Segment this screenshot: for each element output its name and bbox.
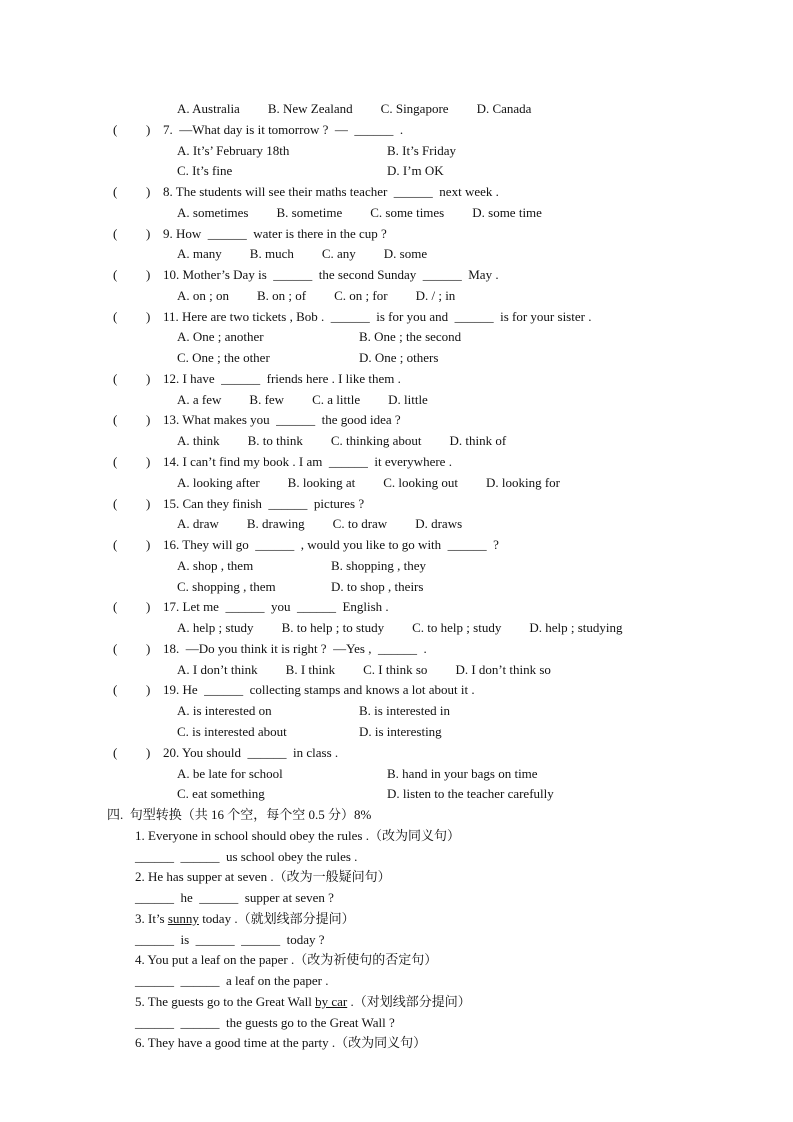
exam-page: [0, 99, 793, 1054]
answer-template: ______ he ______ supper at seven ?: [135, 890, 334, 906]
option: D. One ; others: [359, 350, 439, 366]
option: C. It’s fine: [177, 163, 233, 179]
options-group: [177, 722, 541, 743]
option: B. on ; of: [257, 287, 307, 303]
question-stem: 12. I have ______ friends here . I like them .: [163, 370, 401, 386]
options-row: [0, 577, 793, 598]
answer-paren-open: (: [113, 412, 118, 428]
options-group: [177, 203, 570, 224]
question-stem: 19. He ______ collecting stamps and knows a lot about it .: [163, 682, 475, 698]
option: D. looking for: [485, 474, 560, 490]
option: D. help ; studying: [529, 620, 623, 636]
option: D. I don’t think so: [455, 661, 551, 677]
option: B. to help ; to study: [281, 620, 385, 636]
option: A. I don’t think: [177, 661, 258, 677]
option: D. I’m OK: [387, 163, 444, 179]
answer-paren-open: (: [113, 121, 118, 137]
options-group: [177, 784, 597, 805]
question-stem: 17. Let me ______ you ______ English .: [163, 599, 389, 615]
option: D. think of: [449, 433, 507, 449]
option: A. Australia: [177, 101, 240, 116]
question-8: [0, 182, 793, 203]
option: B. sometime: [276, 204, 343, 220]
options-row: [0, 618, 793, 639]
option: B. drawing: [246, 516, 305, 532]
answer-paren-open: (: [113, 599, 118, 615]
question-18: [0, 639, 793, 660]
option: D. Canada: [476, 101, 532, 116]
answer-paren-close: ): [146, 225, 151, 241]
answer-paren-open: (: [113, 682, 118, 698]
option: B. is interested in: [359, 703, 450, 719]
instruction: （改为同义句）: [368, 827, 460, 843]
options-row: [0, 203, 793, 224]
sentence-text: 1. Everyone in school should obey the rules .: [135, 827, 369, 843]
question-19: [0, 680, 793, 701]
option: B. hand in your bags on time: [387, 765, 538, 781]
options-group: [177, 618, 651, 639]
question-stem: 11. Here are two tickets , Bob . ______ is for you and ______ is for your sister .: [163, 308, 592, 324]
answer-paren-open: (: [113, 495, 118, 511]
options-group: [177, 473, 588, 494]
option: B. One ; the second: [359, 329, 462, 345]
underlined-part: sunny: [167, 910, 199, 926]
option: A. One ; another: [177, 329, 264, 345]
item-sentence: [135, 867, 391, 888]
sentence-text: 5. The guests go to the Great Wall: [135, 993, 316, 1009]
underlined-part: by car: [315, 993, 348, 1009]
option: A. looking after: [177, 474, 260, 490]
options-row: [0, 556, 793, 577]
instruction: .（对划线部分提问）: [347, 993, 471, 1009]
option: D. draws: [415, 516, 463, 532]
options-group: [177, 764, 597, 785]
answer-paren-close: ): [146, 495, 151, 511]
answer-paren-open: (: [113, 370, 118, 386]
answer-template: ______ ______ us school obey the rules .: [135, 848, 358, 864]
options-group: [177, 348, 541, 369]
question-stem: 10. Mother’s Day is ______ the second Sunday ______ May .: [163, 267, 499, 283]
sentence-text: 6. They have a good time at the party .: [135, 1035, 336, 1051]
instruction: （改为同义句）: [335, 1035, 427, 1051]
options-row: [0, 161, 793, 182]
answer-paren-open: (: [113, 267, 118, 283]
option: D. little: [388, 391, 428, 407]
options-group: [177, 556, 485, 577]
options-group: [177, 141, 597, 162]
option: B. much: [249, 246, 294, 262]
answer-paren-open: (: [113, 640, 118, 656]
option: B. New Zealand: [267, 101, 353, 116]
option: B. few: [249, 391, 285, 407]
option: B. to think: [247, 433, 303, 449]
option: C. to draw: [332, 516, 388, 532]
answer-paren-close: ): [146, 537, 151, 553]
option: A. help ; study: [177, 620, 254, 636]
question-stem: 20. You should ______ in class .: [163, 744, 339, 760]
option: A. sometimes: [177, 204, 249, 220]
options-row: [0, 784, 793, 805]
transform-item: [0, 909, 793, 930]
question-7: [0, 120, 793, 141]
question-stem: 9. How ______ water is there in the cup ?: [163, 225, 387, 241]
answer-paren-close: ): [146, 744, 151, 760]
sentence-text: 4. You put a leaf on the paper .: [135, 952, 295, 968]
options-row: [0, 473, 793, 494]
option: B. shopping , they: [331, 557, 426, 573]
answer-paren-open: (: [113, 537, 118, 553]
option: C. shopping , them: [177, 578, 276, 594]
option: B. I think: [285, 661, 336, 677]
question-12: [0, 369, 793, 390]
option: D. some: [383, 246, 428, 262]
options-row: [0, 327, 793, 348]
option: C. a little: [312, 391, 361, 407]
options-row: [0, 286, 793, 307]
option: D. some time: [472, 204, 542, 220]
option: D. to shop , theirs: [331, 578, 424, 594]
options-row: [0, 141, 793, 162]
option: B. looking at: [287, 474, 356, 490]
options-row: [0, 244, 793, 265]
item-sentence: [135, 1033, 426, 1054]
instruction: （改为祈使句的否定句）: [294, 952, 438, 968]
question-9: [0, 224, 793, 245]
item-sentence: [135, 909, 355, 930]
option: C. some times: [370, 204, 445, 220]
answer-paren-close: ): [146, 412, 151, 428]
sentence-text: 2. He has supper at seven .: [135, 869, 274, 885]
option: D. listen to the teacher carefully: [387, 786, 554, 802]
answer-line: [0, 847, 793, 868]
options-row: [0, 514, 793, 535]
transform-item: [0, 950, 793, 971]
question-17: [0, 597, 793, 618]
instruction: today .（就划线部分提问）: [198, 910, 355, 926]
item-sentence: [135, 992, 471, 1013]
answer-paren-close: ): [146, 121, 151, 137]
option: A. many: [177, 246, 222, 262]
options-row: [0, 660, 793, 681]
answer-paren-open: (: [113, 225, 118, 241]
options-row: [0, 390, 793, 411]
question-10: [0, 265, 793, 286]
question-20: [0, 743, 793, 764]
answer-line: [0, 971, 793, 992]
question-15: [0, 494, 793, 515]
option: C. to help ; study: [412, 620, 502, 636]
answer-template: ______ is ______ ______ today ?: [135, 931, 325, 947]
answer-template: ______ ______ the guests go to the Great Wall ?: [135, 1014, 395, 1030]
item-sentence: [135, 950, 437, 971]
answer-paren-close: ): [146, 370, 151, 386]
answer-paren-close: ): [146, 184, 151, 200]
question-stem: 15. Can they finish ______ pictures ?: [163, 495, 365, 511]
option: C. is interested about: [177, 723, 287, 739]
answer-paren-close: ): [146, 682, 151, 698]
answer-paren-close: ): [146, 640, 151, 656]
question-11: [0, 307, 793, 328]
options-group: [177, 577, 485, 598]
answer-paren-close: ): [146, 267, 151, 283]
option: C. eat something: [177, 786, 265, 802]
option: A. shop , them: [177, 557, 254, 573]
transform-item: [0, 992, 793, 1013]
question-stem: 8. The students will see their maths teacher ______ next week .: [163, 184, 499, 200]
sentence-text: 3. It’s: [135, 910, 168, 926]
option: D. / ; in: [415, 287, 456, 303]
transform-item: [0, 1033, 793, 1054]
option: A. a few: [177, 391, 222, 407]
question-stem: 7. —What day is it tomorrow ? — ______ .: [163, 121, 404, 137]
answer-paren-close: ): [146, 454, 151, 470]
option: C. any: [321, 246, 356, 262]
option: D. is interesting: [359, 723, 442, 739]
question-13: [0, 410, 793, 431]
answer-paren-close: ): [146, 308, 151, 324]
option: A. is interested on: [177, 703, 272, 719]
options-group: [177, 514, 490, 535]
answer-paren-open: (: [113, 744, 118, 760]
options-group: [177, 244, 455, 265]
question-stem: 16. They will go ______ , would you like to go with ______ ?: [163, 537, 499, 553]
option: A. be late for school: [177, 765, 283, 781]
options-row: [0, 701, 793, 722]
question-16: [0, 535, 793, 556]
item-sentence: [135, 826, 460, 847]
option: A. It’s’ February 18th: [177, 142, 290, 158]
answer-paren-open: (: [113, 454, 118, 470]
answer-line: [0, 930, 793, 951]
option: A. think: [177, 433, 220, 449]
answer-paren-open: (: [113, 184, 118, 200]
options-group: [177, 390, 456, 411]
option: C. Singapore: [380, 101, 449, 116]
options-row: [0, 348, 793, 369]
options-group: [177, 286, 483, 307]
options-row: [0, 764, 793, 785]
option: B. It’s Friday: [387, 142, 456, 158]
option: C. on ; for: [334, 287, 388, 303]
section-4-heading: [0, 805, 793, 826]
options-group: [177, 99, 559, 120]
option: A. draw: [177, 516, 219, 532]
answer-paren-close: ): [146, 599, 151, 615]
option: C. looking out: [383, 474, 458, 490]
option: C. I think so: [363, 661, 428, 677]
option: C. thinking about: [330, 433, 422, 449]
options-row: [0, 431, 793, 452]
answer-line: [0, 888, 793, 909]
option: A. on ; on: [177, 287, 229, 303]
question-stem: 13. What makes you ______ the good idea ?: [163, 412, 401, 428]
options-group: [177, 431, 534, 452]
answer-line: [0, 1013, 793, 1034]
options-group: [177, 701, 541, 722]
option: C. One ; the other: [177, 350, 270, 366]
options-row: [0, 99, 793, 120]
answer-paren-open: (: [113, 308, 118, 324]
options-row: [0, 722, 793, 743]
instruction: （改为一般疑问句）: [273, 869, 391, 885]
answer-template: ______ ______ a leaf on the paper .: [135, 973, 329, 989]
transform-item: [0, 867, 793, 888]
options-group: [177, 161, 597, 182]
question-stem: 14. I can’t find my book . I am ______ it everywhere .: [163, 454, 452, 470]
question-14: [0, 452, 793, 473]
transform-item: [0, 826, 793, 847]
question-stem: 18. —Do you think it is right ? —Yes , ______ .: [163, 640, 427, 656]
options-group: [177, 660, 579, 681]
section-title: 四. 句型转换（共 16 个空，每个空 0.5 分）8%: [107, 807, 372, 823]
options-group: [177, 327, 541, 348]
